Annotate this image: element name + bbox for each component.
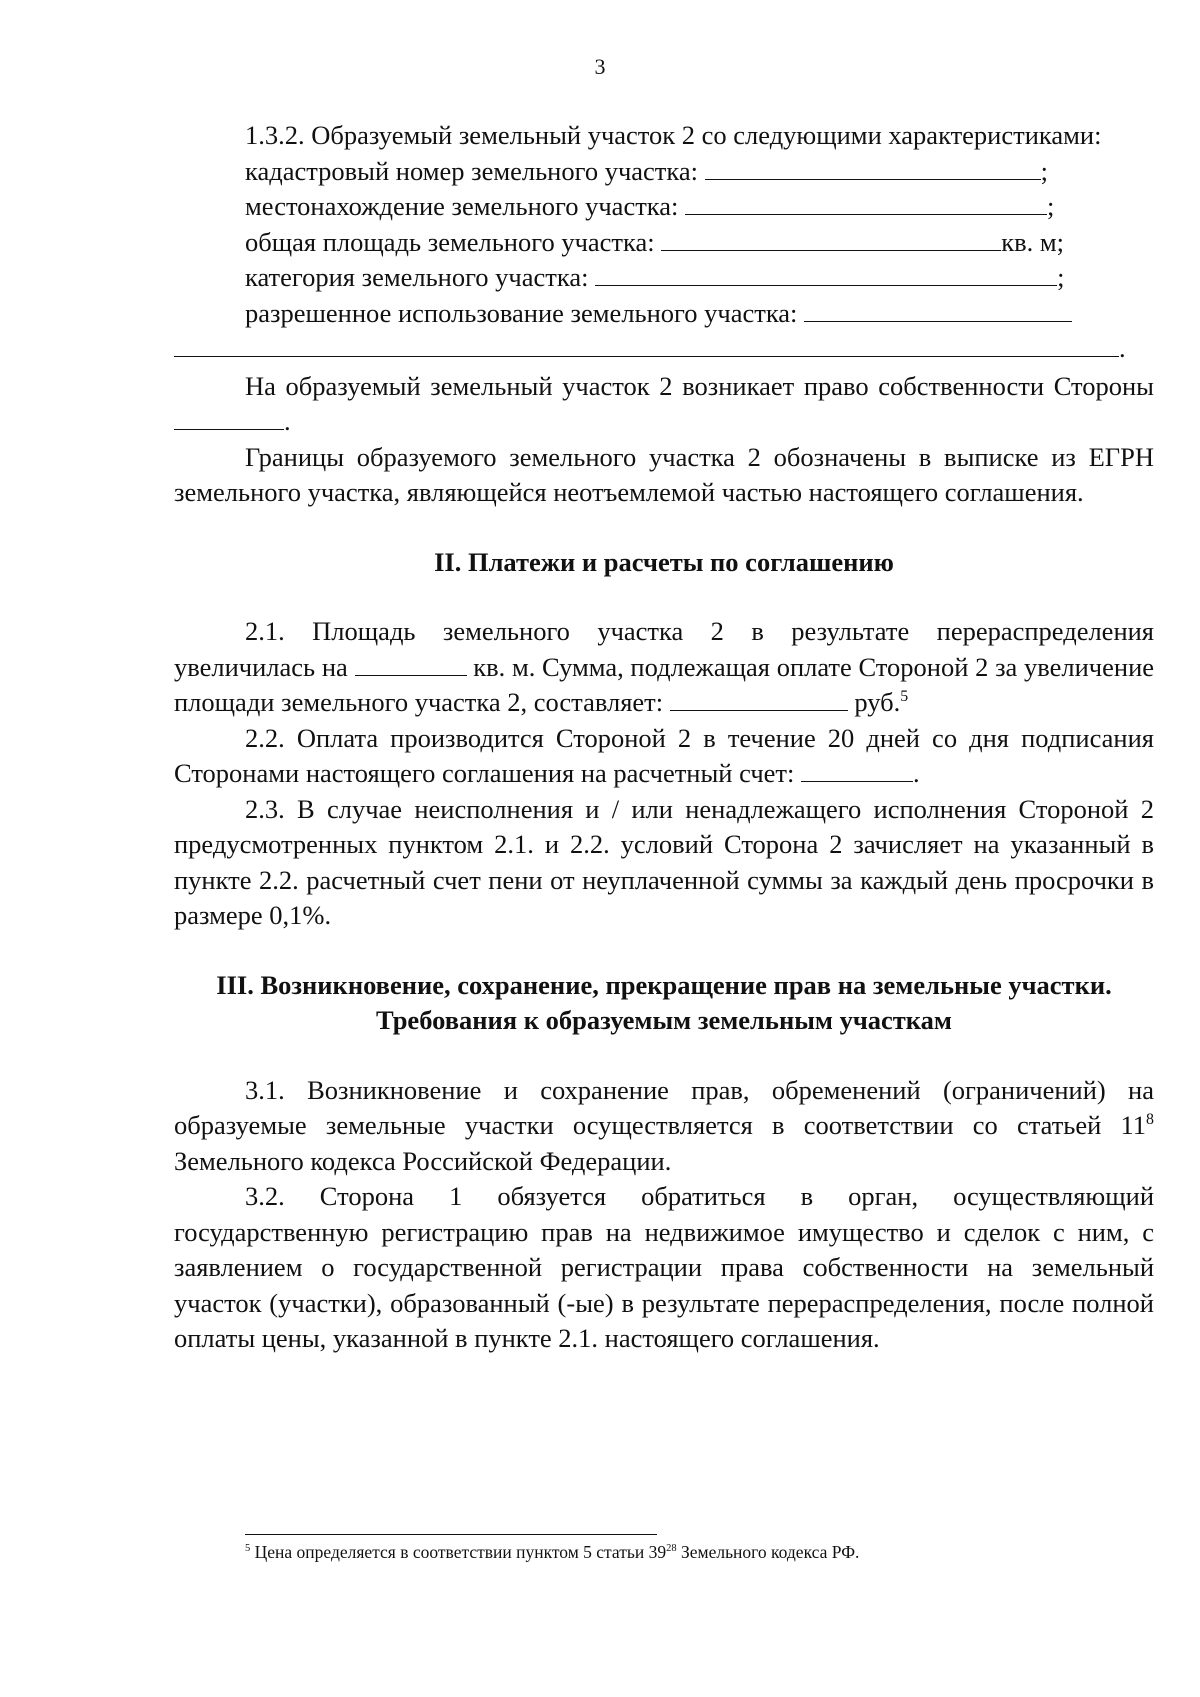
blank-line[interactable] — [705, 155, 1041, 180]
paragraph-2-1: 2.1. Площадь земельного участка 2 в результате перераспределения увеличилась на кв. м. Сумма, подлежащая оплате Стороной 2 за увеличение площади земельного участка 2, составляет: руб.$^5$ — [174, 616, 1155, 717]
blank-line[interactable] — [804, 297, 1072, 322]
permitted-use-continuation: . — [174, 331, 1154, 367]
blank-line[interactable] — [801, 757, 913, 782]
paragraph-3-2: 3.2. Сторона 1 обязуется обратиться в орган, осуществляющий государственную регистрацию прав на недвижимое имущество и сделок с ним, с заявлением о государственной регистрации права собственности на земельный участок (участки), образованный (-ые) в результате перераспределения, после полной оплаты цены, указанной в пункте 2.1. настоящего соглашения. — [174, 1181, 1154, 1353]
blank-line[interactable] — [595, 261, 1057, 286]
blank-line[interactable] — [174, 405, 284, 430]
paragraph-3-1: 3.1. Возникновение и сохранение прав, обременений (ограничений) на образуемые земельные участки осуществляется в соответствии со статьей $11^8$ Земельного кодекса Российской Федерации. — [174, 1074, 1154, 1176]
blank-line[interactable] — [685, 190, 1047, 215]
section-3-heading: III. Возникновение, сохранение, прекращение прав на земельные участки. Требования к образуемым земельным участкам — [216, 969, 1112, 1035]
blank-line[interactable] — [661, 226, 1001, 251]
field-total-area: общая площадь земельного участка: кв. м; — [245, 226, 1065, 257]
paragraph-1-3-2: 1.3.2. Образуемый земельный участок 2 со следующими характеристиками: — [245, 120, 1102, 150]
footnote-separator — [245, 1534, 657, 1535]
blank-line[interactable] — [355, 651, 467, 676]
field-permitted-use: разрешенное использование земельного участка: — [174, 296, 1154, 332]
paragraph-borders: Границы образуемого земельного участка 2 обозначены в выписке из ЕГРН земельного участка, являющейся неотъемлемой частью настоящего соглашения. — [174, 441, 1154, 507]
footnote-ref[interactable]: 5 — [900, 688, 909, 706]
blank-line[interactable] — [670, 686, 848, 711]
blank-line[interactable] — [174, 342, 1119, 357]
document-body — [174, 118, 1154, 1357]
paragraph-2-3: 2.3. В случае неисполнения и / или ненадлежащего исполнения Стороной 2 предусмотренных пунктом 2.1. и 2.2. условий Сторона 2 зачисляет на указанный в пункте 2.2. расчетный счет пени от неуплаченной суммы за каждый день просрочки в размере 0,1%. — [174, 793, 1154, 930]
field-category: категория земельного участка: ; — [245, 262, 1065, 292]
footnote: $^5$ Цена определяется в соответствии пунктом 5 статьи $39^{28}$ Земельного кодекса РФ. — [245, 1542, 860, 1562]
section-2-heading: II. Платежи и расчеты по соглашению — [434, 546, 894, 577]
paragraph-2-2: 2.2. Оплата производится Стороной 2 в течение 20 дней со дня подписания Сторонами настоящего соглашения на расчетный счет: . — [174, 722, 1154, 788]
page-number: 3 — [594, 54, 606, 79]
field-cadastral-number: кадастровый номер земельного участка: ; — [245, 155, 1048, 186]
paragraph-ownership: На образуемый земельный участок 2 возникает право собственности Стороны . — [174, 369, 1154, 440]
field-location: местонахождение земельного участка: ; — [245, 191, 1055, 221]
